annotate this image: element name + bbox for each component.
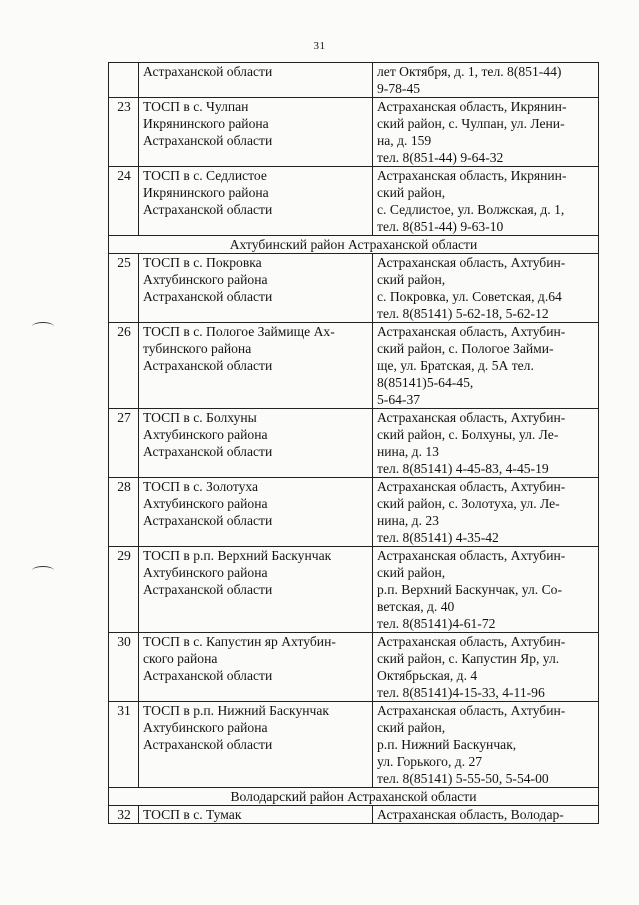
table-row [109,806,599,824]
row-number: 28 [109,478,139,547]
office-name: ТОСП в с. Золотуха Ахтубинского района Астраханской области [139,478,373,547]
office-address: Астраханская область, Володар- [373,806,599,824]
office-name: ТОСП в р.п. Верхний Баскунчак Ахтубинского района Астраханской области [139,547,373,633]
registry-table [108,62,599,824]
row-number: 23 [109,98,139,167]
office-address: Астраханская область, Ахтубин- ский район, р.п. Нижний Баскунчак, ул. Горького, д. 27 тел. 8(85141) 5-55-50, 5-54-00 [373,702,599,788]
row-number: 30 [109,633,139,702]
table-row [109,167,599,236]
table-row [109,702,599,788]
district-header: Володарский район Астраханской области [109,788,599,806]
row-number: 31 [109,702,139,788]
office-name: ТОСП в с. Чулпан Икрянинского района Астраханской области [139,98,373,167]
office-address: Астраханская область, Икрянин- ский район, с. Седлистое, ул. Волжская, д. 1, тел. 8(851-44) 9-63-10 [373,167,599,236]
table-row [109,633,599,702]
table-row [109,409,599,478]
office-name: ТОСП в с. Болхуны Ахтубинского района Астраханской области [139,409,373,478]
table-row [109,254,599,323]
district-header: Ахтубинский район Астраханской области [109,236,599,254]
row-number: 25 [109,254,139,323]
row-number: 32 [109,806,139,824]
office-name: ТОСП в с. Седлистое Икрянинского района Астраханской области [139,167,373,236]
table-row [109,323,599,409]
row-number: 29 [109,547,139,633]
table-row [109,547,599,633]
office-address: Астраханская область, Ахтубин- ский район, с. Покровка, ул. Советская, д.64 тел. 8(85141) 5-62-18, 5-62-12 [373,254,599,323]
registry-table-body [109,63,599,824]
row-number: 24 [109,167,139,236]
row-number: 27 [109,409,139,478]
page-number: 31 [313,40,326,52]
office-name: ТОСП в с. Покровка Ахтубинского района Астраханской области [139,254,373,323]
office-address: Астраханская область, Ахтубин- ский район, с. Капустин Яр, ул. Октябрьская, д. 4 тел. 8(85141)4-15-33, 4-11-96 [373,633,599,702]
office-address: Астраханская область, Ахтубин- ский район, с. Пологое Займи- ще, ул. Братская, д. 5А тел. 8(85141)5-64-45, 5-64-37 [373,323,599,409]
office-name: ТОСП в р.п. Нижний Баскунчак Ахтубинского района Астраханской области [139,702,373,788]
office-address: Астраханская область, Икрянин- ский район, с. Чулпан, ул. Лени- на, д. 159 тел. 8(851-44) 9-64-32 [373,98,599,167]
row-number [109,63,139,98]
office-address: лет Октября, д. 1, тел. 8(851-44) 9-78-45 [373,63,599,98]
district-header-row [109,236,599,254]
row-number: 26 [109,323,139,409]
table-row [109,478,599,547]
punch-hole-mark [32,322,54,331]
office-address: Астраханская область, Ахтубин- ский район, с. Болхуны, ул. Ле- нина, д. 13 тел. 8(85141) 4-45-83, 4-45-19 [373,409,599,478]
office-name: ТОСП в с. Пологое Займище Ах- тубинского района Астраханской области [139,323,373,409]
table-row [109,98,599,167]
office-name: Астраханской области [139,63,373,98]
office-name: ТОСП в с. Капустин яр Ахтубин- ского района Астраханской области [139,633,373,702]
office-address: Астраханская область, Ахтубин- ский район, р.п. Верхний Баскунчак, ул. Со- ветская, д. 40 тел. 8(85141)4-61-72 [373,547,599,633]
office-address: Астраханская область, Ахтубин- ский район, с. Золотуха, ул. Ле- нина, д. 23 тел. 8(85141) 4-35-42 [373,478,599,547]
office-name: ТОСП в с. Тумак [139,806,373,824]
table-row [109,63,599,98]
punch-hole-mark [32,566,54,575]
district-header-row [109,788,599,806]
